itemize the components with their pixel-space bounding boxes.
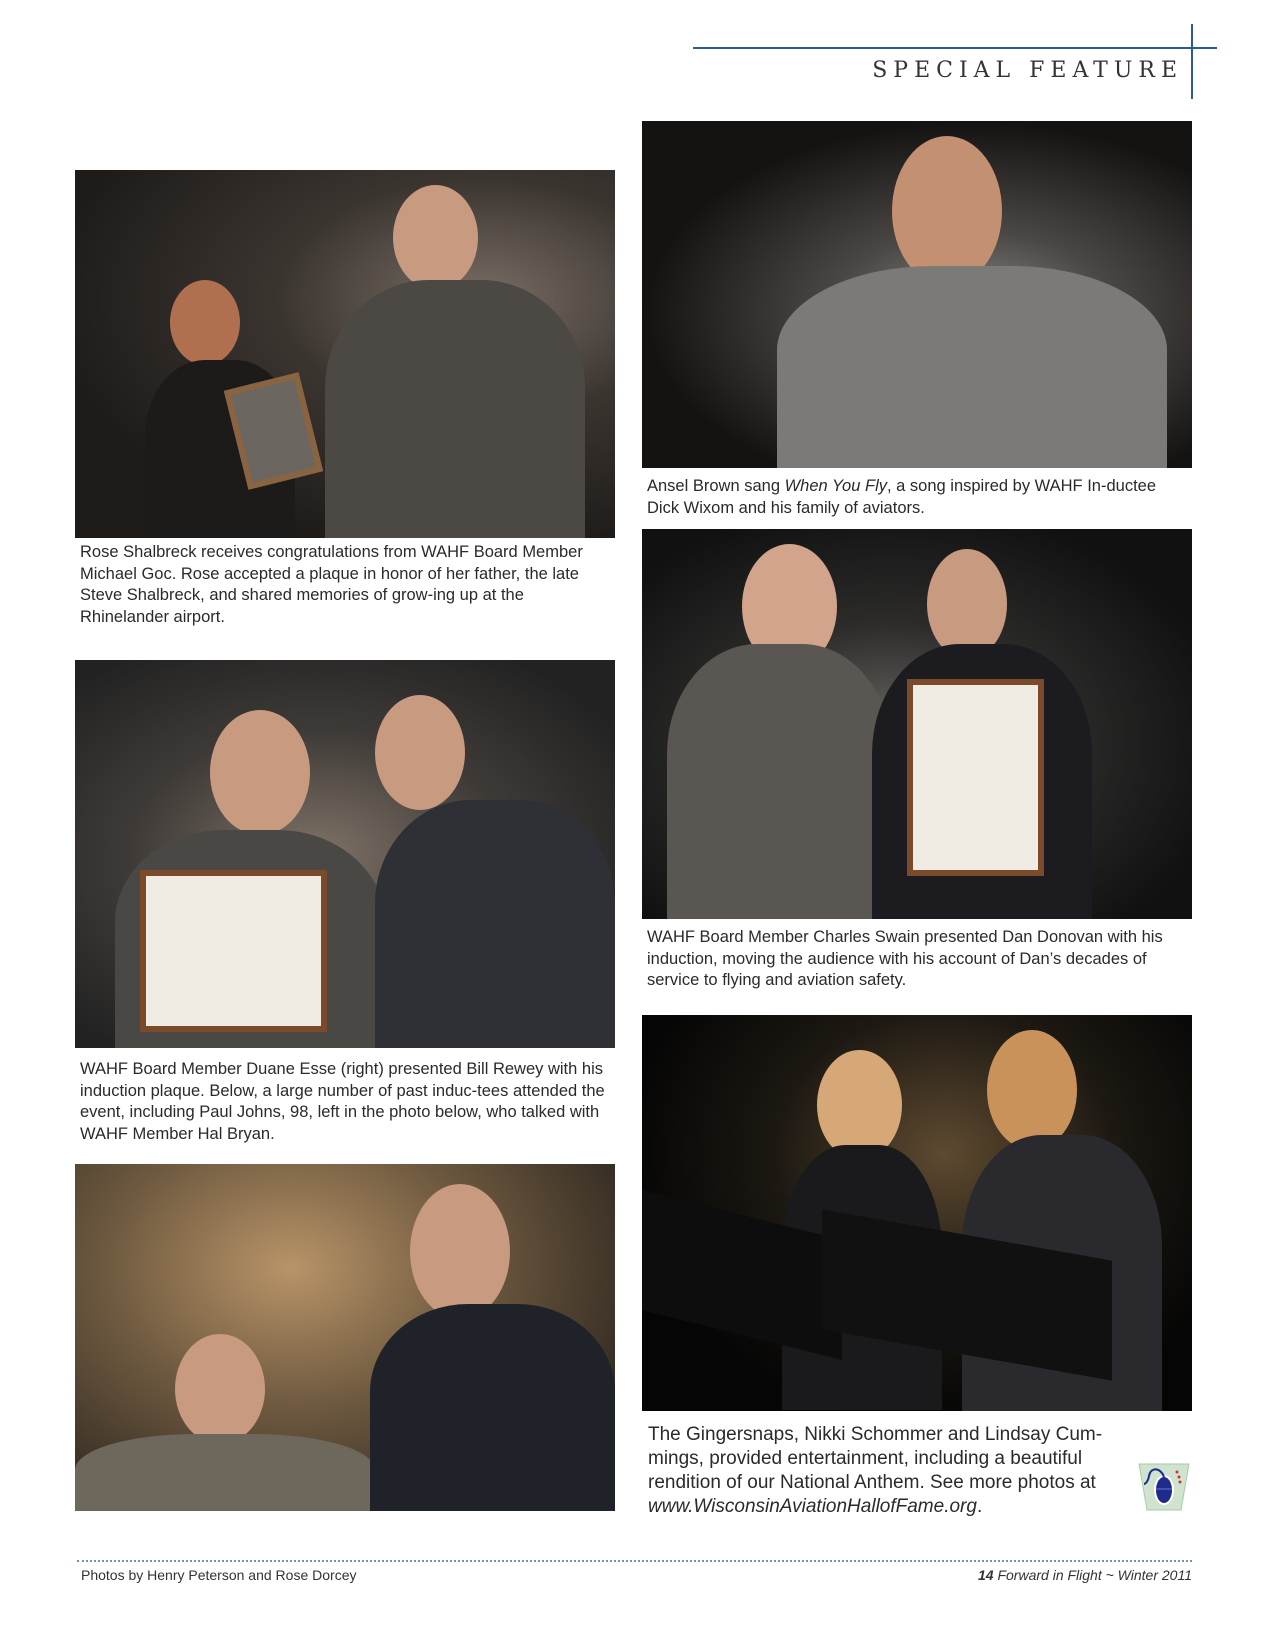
caption-dan-donovan: WAHF Board Member Charles Swain presented Dan Donovan with his induction, moving the audience with his account of Dan’s decades of service to flying and aviation safety. (647, 928, 1163, 989)
caption-bill-rewey: WAHF Board Member Duane Esse (right) presented Bill Rewey with his induction plaque. Below, a large number of past induc-tees attended the event, including Paul Johns, 98, left in the photo below, who talked with WAHF Member Hal Bryan. (80, 1060, 605, 1143)
header-rule (693, 47, 1217, 49)
caption-text: Ansel Brown sang (647, 477, 785, 495)
caption-text: . (976, 1496, 983, 1517)
photo-charles-swain-dan-donovan (642, 529, 1192, 919)
footer-rule (77, 1560, 1192, 1562)
caption-rose-shalbreck: Rose Shalbreck receives congratulations from WAHF Board Member Michael Goc. Rose accepted a plaque in honor of her father, the late Steve Shalbreck, and shared memories of grow-ing up at the Rhinelander airport. (80, 543, 583, 626)
page-footer (978, 1567, 1192, 1583)
caption-ansel-brown (647, 476, 1192, 519)
photo-rose-shalbreck-michael-goc (75, 170, 615, 538)
caption-text: The Gingersnaps, Nikki Schommer and Lindsay Cum-mings, provided entertainment, including a beautiful rendition of our National Anthem. See more photos at (648, 1424, 1103, 1493)
photo-paul-johns-hal-bryan (75, 1164, 615, 1511)
website-link[interactable]: www.WisconsinAviationHallofFame.org (648, 1496, 977, 1517)
header-vertical-rule (1191, 24, 1193, 99)
photo-credit: Photos by Henry Peterson and Rose Dorcey (81, 1567, 357, 1583)
page-number: 14 (978, 1567, 994, 1583)
section-title: SPECIAL FEATURE (872, 58, 1183, 83)
song-title: When You Fly (784, 477, 887, 495)
photo-bill-rewey-duane-esse (75, 660, 615, 1048)
photo-ansel-brown (642, 121, 1192, 468)
caption-gingersnaps (648, 1423, 1123, 1519)
publication-name: Forward in Flight ~ Winter 2011 (993, 1567, 1192, 1583)
mouse-web-icon (1137, 1460, 1191, 1512)
caption-text: , a song inspired by WAHF In-ductee Dick Wixom and his family of aviators. (647, 477, 1157, 517)
photo-the-gingersnaps (642, 1015, 1192, 1411)
